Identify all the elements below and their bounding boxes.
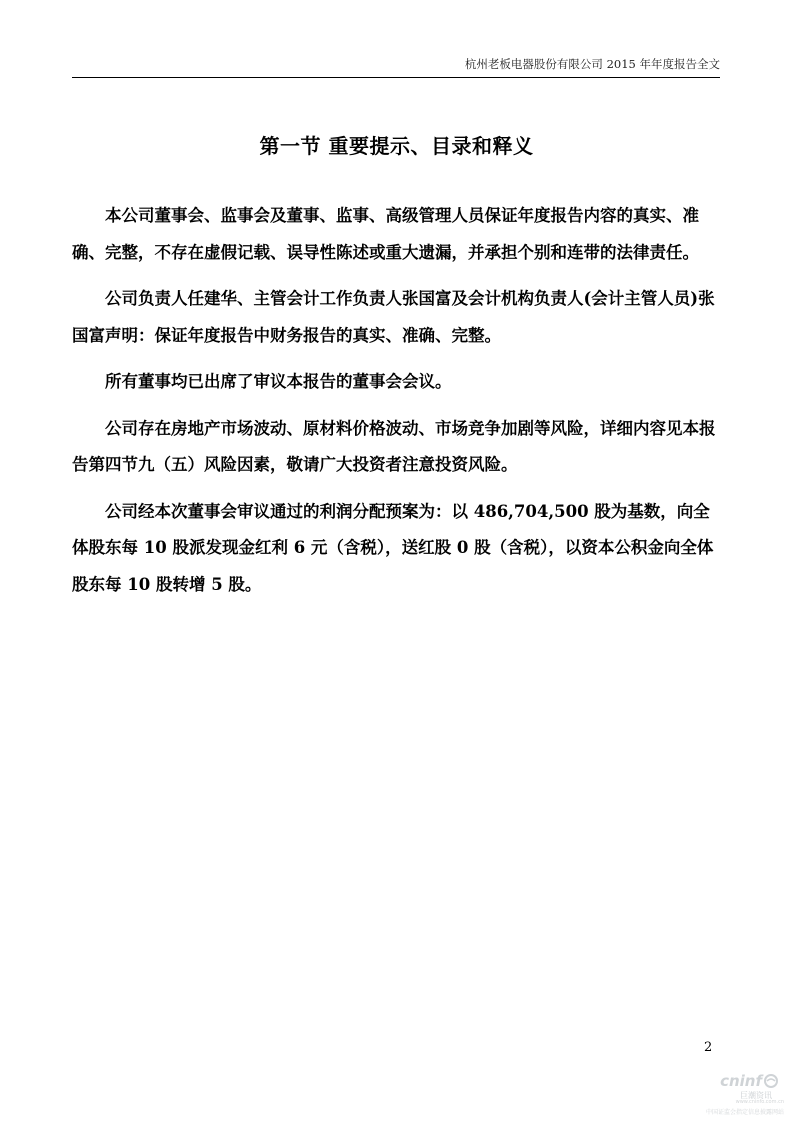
page-number: 2: [704, 1040, 713, 1055]
cninfo-watermark: [700, 1072, 784, 1116]
paragraph-responsible-persons: 公司负责人任建华、主管会计工作负责人张国富及会计机构负责人(会计主管人员)张国富声明：保证年度报告中财务报告的真实、准确、完整。: [72, 289, 715, 345]
paragraph-attendance: 所有董事均已出席了审议本报告的董事会会议。: [105, 372, 452, 391]
watermark-caption: 中国证监会指定信息披露网站: [705, 1109, 784, 1116]
watermark-subtitle: 巨潮资讯: [740, 1091, 772, 1100]
watermark-logo: cninf: [720, 1072, 762, 1090]
document-body: [72, 198, 722, 613]
header-title: 杭州老板电器股份有限公司 2015 年年度报告全文: [464, 57, 720, 71]
paragraph-profit-distribution: 公司经本次董事会审议通过的利润分配预案为：以 486,704,500 股为基数，向全体股东每 10 股派发现金红利 6 元（含税），送红股 0 股（含税），以资本公积金向全体股东每 10 股转增 5 股。: [72, 501, 714, 594]
paragraph-board-guarantee: 本公司董事会、监事会及董事、监事、高级管理人员保证年度报告内容的真实、准确、完整，不存在虚假记载、误导性陈述或重大遗漏，并承担个别和连带的法律责任。: [72, 206, 699, 262]
paragraph-risks: 公司存在房地产市场波动、原材料价格波动、市场竞争加剧等风险，详细内容见本报告第四节九（五）风险因素，敬请广大投资者注意投资风险。: [72, 418, 716, 474]
watermark-url: www.cninfo.com.cn: [735, 1099, 784, 1105]
page-header: [72, 56, 720, 78]
section-title: 第一节 重要提示、目录和释义: [259, 134, 534, 158]
header-rule: [72, 77, 720, 78]
swirl-icon: [764, 1074, 778, 1088]
